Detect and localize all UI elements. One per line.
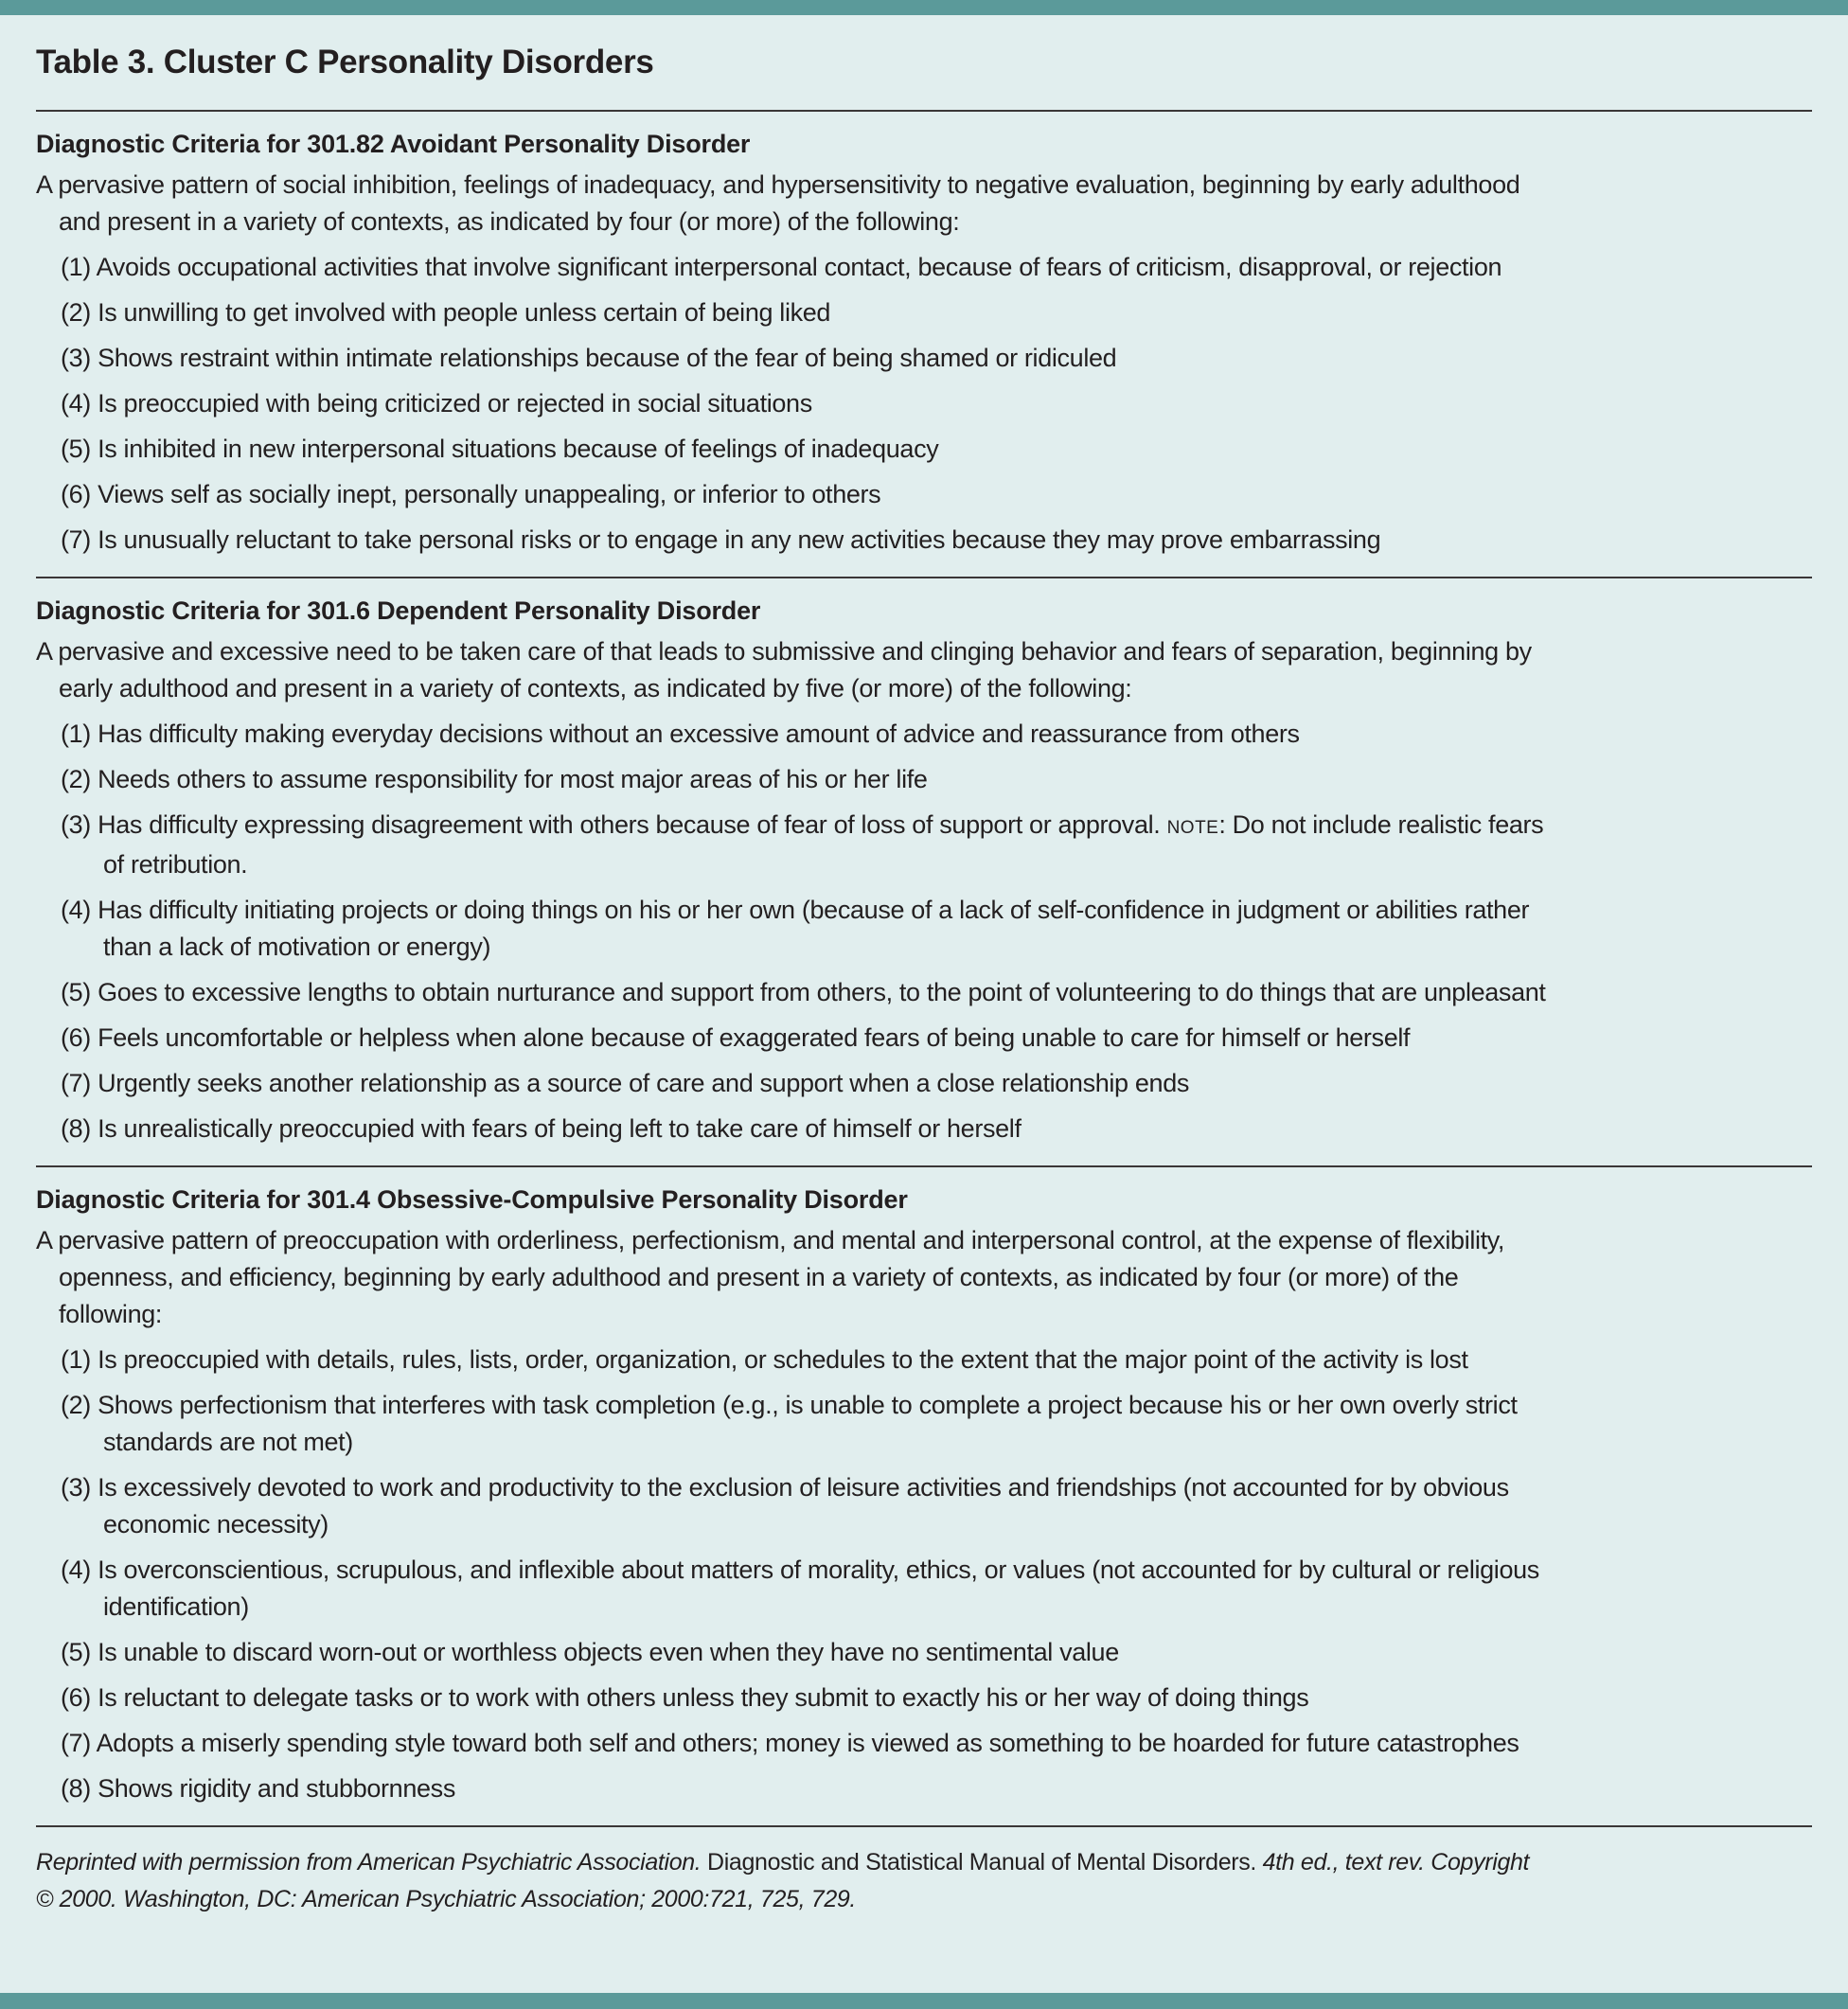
table-container bbox=[36, 15, 1812, 1918]
criterion-number: (2) bbox=[61, 298, 91, 327]
bottom-accent-bar bbox=[0, 1993, 1848, 2009]
criterion-text: Shows restraint within intimate relationships because of the fear of being shamed or ridiculed bbox=[98, 344, 1117, 372]
table-title: Table 3. Cluster C Personality Disorders bbox=[36, 44, 654, 80]
section-dependent bbox=[36, 578, 1812, 1165]
intro-line: and present in a variety of contexts, as indicated by four (or more) of the following: bbox=[59, 207, 960, 236]
criterion-number: (2) bbox=[61, 765, 91, 793]
source-citation bbox=[36, 1827, 1812, 1918]
intro-line: early adulthood and present in a variety of contexts, as indicated by five (or more) of the following: bbox=[59, 674, 1132, 702]
criterion-number: (8) bbox=[61, 1774, 91, 1803]
criterion-item bbox=[36, 1387, 1812, 1461]
citation-text: Reprinted with permission from American Psychiatric Association. bbox=[36, 1849, 702, 1876]
criterion-text: Adopts a miserly spending style toward both self and others; money is viewed as something to be hoarded for future catastrophes bbox=[96, 1729, 1519, 1757]
criterion-text: Is preoccupied with details, rules, lists, order, organization, or schedules to the extent that the major point of the activity is lost bbox=[98, 1345, 1468, 1374]
criterion-number: (5) bbox=[61, 435, 91, 463]
intro-line: A pervasive pattern of social inhibition, feelings of inadequacy, and hypersensitivity to negative evaluation, beginning by early adulthood bbox=[36, 170, 1520, 199]
section-intro bbox=[36, 633, 1812, 707]
criterion-number: (4) bbox=[61, 896, 91, 924]
criterion-text: Is unrealistically preoccupied with fears of being left to take care of himself or herself bbox=[98, 1114, 1022, 1143]
criterion-item bbox=[36, 1020, 1812, 1057]
criterion-number: (3) bbox=[61, 810, 91, 839]
criterion-text: Has difficulty expressing disagreement with others because of fear of loss of support or approval. bbox=[98, 810, 1161, 839]
criterion-item bbox=[36, 1680, 1812, 1716]
citation-text: © 2000. Washington, DC: American Psychiatric Association; 2000:721, 725, 729. bbox=[36, 1886, 857, 1912]
intro-line: following: bbox=[59, 1300, 163, 1328]
criterion-item bbox=[36, 1342, 1812, 1378]
intro-line: A pervasive pattern of preoccupation with orderliness, perfectionism, and mental and interpersonal control, at the expense of flexibility, bbox=[36, 1226, 1505, 1254]
criterion-item bbox=[36, 1634, 1812, 1671]
criterion-number: (8) bbox=[61, 1114, 91, 1143]
criterion-number: (7) bbox=[61, 1729, 91, 1757]
criterion-text: Is reluctant to delegate tasks or to work with others unless they submit to exactly his or her way of doing things bbox=[98, 1683, 1309, 1712]
criterion-number: (4) bbox=[61, 1556, 91, 1584]
criterion-item bbox=[36, 1469, 1812, 1543]
criterion-number: (2) bbox=[61, 1391, 91, 1419]
criterion-item bbox=[36, 522, 1812, 559]
criterion-text-continued: than a lack of motivation or energy) bbox=[103, 933, 491, 961]
criterion-item bbox=[36, 974, 1812, 1011]
criterion-text: Avoids occupational activities that involve significant interpersonal contact, because of fears of criticism, disapproval, or rejection bbox=[96, 253, 1502, 281]
section-obsessive-compulsive bbox=[36, 1167, 1812, 1825]
criterion-number: (6) bbox=[61, 480, 91, 508]
criterion-item bbox=[36, 340, 1812, 377]
criterion-item bbox=[36, 476, 1812, 513]
criterion-text-continued: standards are not met) bbox=[103, 1428, 353, 1456]
section-heading: Diagnostic Criteria for 301.82 Avoidant Personality Disorder bbox=[36, 130, 751, 158]
criterion-item bbox=[36, 385, 1812, 422]
criterion-text-continued: of retribution. bbox=[103, 850, 248, 879]
criterion-text: Has difficulty initiating projects or doing things on his or her own (because of a lack of self-confidence in judgment or abilities rather bbox=[98, 896, 1530, 924]
intro-line: A pervasive and excessive need to be taken care of that leads to submissive and clinging behavior and fears of separation, beginning by bbox=[36, 637, 1532, 666]
criterion-text: Is preoccupied with being criticized or rejected in social situations bbox=[98, 389, 812, 418]
criterion-item bbox=[36, 1725, 1812, 1762]
criterion-text: Feels uncomfortable or helpless when alone because of exaggerated fears of being unable to care for himself or herself bbox=[98, 1023, 1411, 1052]
criterion-item bbox=[36, 1111, 1812, 1147]
section-intro bbox=[36, 167, 1812, 240]
criterion-item bbox=[36, 431, 1812, 468]
criterion-number: (6) bbox=[61, 1023, 91, 1052]
criterion-text: Is unable to discard worn-out or worthless objects even when they have no sentimental value bbox=[98, 1638, 1119, 1666]
criterion-text: Urgently seeks another relationship as a source of care and support when a close relationship ends bbox=[98, 1069, 1190, 1097]
criterion-number: (6) bbox=[61, 1683, 91, 1712]
criterion-number: (4) bbox=[61, 389, 91, 418]
criterion-text-continued: economic necessity) bbox=[103, 1510, 329, 1538]
criterion-text: Is unwilling to get involved with people unless certain of being liked bbox=[98, 298, 831, 327]
section-heading: Diagnostic Criteria for 301.6 Dependent Personality Disorder bbox=[36, 596, 761, 625]
criterion-text: Shows perfectionism that interferes with task completion (e.g., is unable to complete a project because his or her own overly strict bbox=[98, 1391, 1518, 1419]
note-label: NOTE bbox=[1166, 818, 1219, 838]
criterion-item bbox=[36, 294, 1812, 331]
note-text: : Do not include realistic fears bbox=[1218, 810, 1544, 839]
criterion-number: (5) bbox=[61, 978, 91, 1006]
criterion-number: (7) bbox=[61, 525, 91, 554]
criterion-item bbox=[36, 892, 1812, 966]
criterion-text: Has difficulty making everyday decisions without an excessive amount of advice and reassurance from others bbox=[98, 720, 1300, 748]
criterion-text: Views self as socially inept, personally unappealing, or inferior to others bbox=[98, 480, 881, 508]
criterion-item bbox=[36, 1552, 1812, 1626]
citation-text: 4th ed., text rev. Copyright bbox=[1256, 1849, 1530, 1876]
criterion-number: (3) bbox=[61, 1473, 91, 1502]
section-intro bbox=[36, 1222, 1812, 1333]
criterion-text: Shows rigidity and stubbornness bbox=[98, 1774, 455, 1803]
criterion-item bbox=[36, 761, 1812, 798]
criterion-number: (1) bbox=[61, 720, 91, 748]
criterion-number: (1) bbox=[61, 1345, 91, 1374]
criterion-number: (1) bbox=[61, 253, 91, 281]
citation-book-title: Diagnostic and Statistical Manual of Mental Disorders. bbox=[701, 1849, 1256, 1876]
intro-line: openness, and efficiency, beginning by early adulthood and present in a variety of contexts, as indicated by four (or more) of the bbox=[59, 1263, 1459, 1291]
criterion-number: (7) bbox=[61, 1069, 91, 1097]
top-accent-bar bbox=[0, 0, 1848, 15]
section-heading: Diagnostic Criteria for 301.4 Obsessive-Compulsive Personality Disorder bbox=[36, 1185, 908, 1214]
section-avoidant bbox=[36, 112, 1812, 577]
criterion-item bbox=[36, 716, 1812, 753]
criterion-item bbox=[36, 1770, 1812, 1807]
criterion-text: Goes to excessive lengths to obtain nurturance and support from others, to the point of volunteering to do things that are unpleasant bbox=[98, 978, 1546, 1006]
criterion-number: (3) bbox=[61, 344, 91, 372]
criterion-number: (5) bbox=[61, 1638, 91, 1666]
criterion-item bbox=[36, 1065, 1812, 1102]
criterion-text: Is excessively devoted to work and productivity to the exclusion of leisure activities and friendships (not accounted for by obvious bbox=[98, 1473, 1509, 1502]
criterion-text: Is overconscientious, scrupulous, and inflexible about matters of morality, ethics, or values (not accounted for by cultural or religious bbox=[98, 1556, 1539, 1584]
criterion-item bbox=[36, 807, 1812, 883]
criterion-text: Needs others to assume responsibility for most major areas of his or her life bbox=[98, 765, 928, 793]
criterion-text: Is inhibited in new interpersonal situations because of feelings of inadequacy bbox=[98, 435, 939, 463]
criterion-item bbox=[36, 249, 1812, 286]
criterion-text: Is unusually reluctant to take personal risks or to engage in any new activities because they may prove embarrassing bbox=[98, 525, 1381, 554]
criterion-text-continued: identification) bbox=[103, 1592, 249, 1621]
